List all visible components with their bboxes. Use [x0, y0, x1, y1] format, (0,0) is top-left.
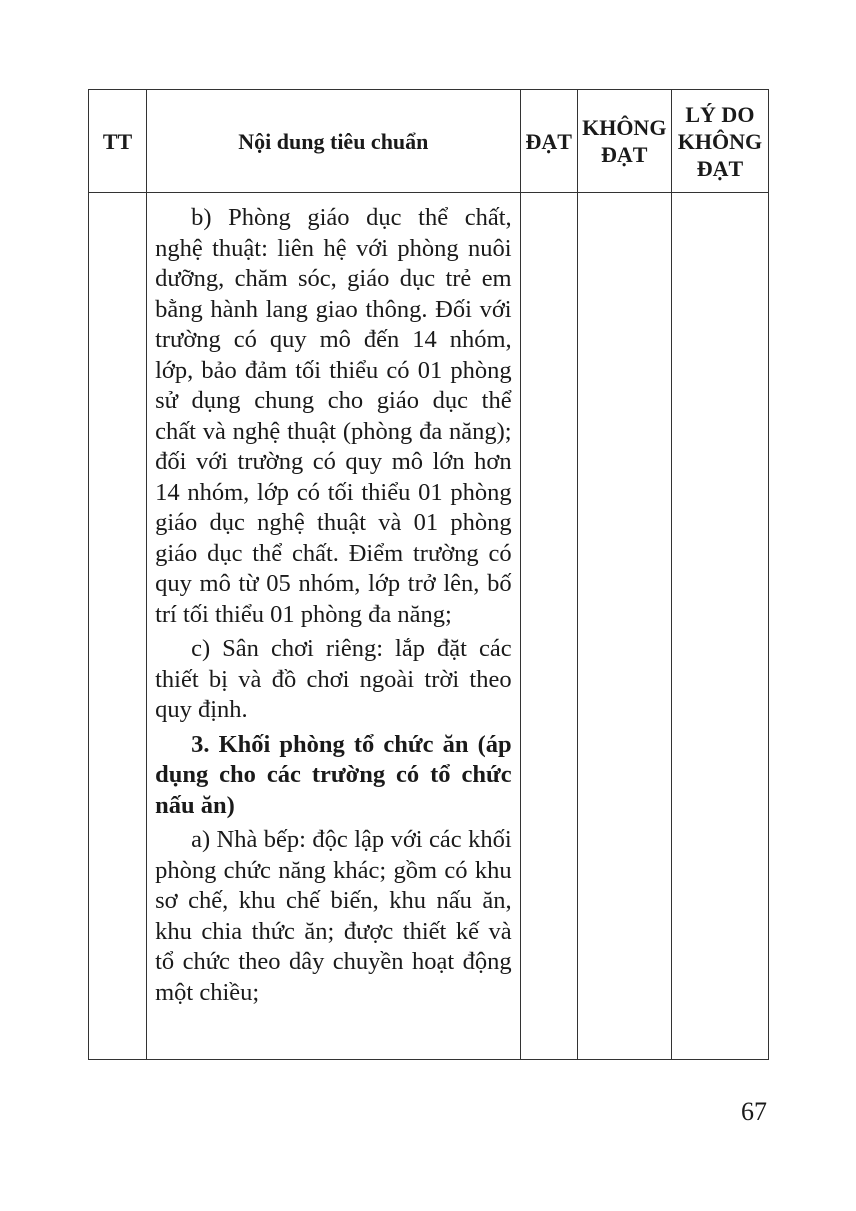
cell-dat — [520, 193, 577, 1060]
table-row — [89, 193, 769, 1060]
header-ly-do — [671, 90, 768, 193]
header-ly-do-line1: LÝ DO — [685, 101, 755, 127]
table-header-row — [89, 90, 769, 193]
paragraph-a: a) Nhà bếp: độc lập với các khối phòng chức năng khác; gồm có khu sơ chế, khu chế biến, khu nấu ăn, khu chia thức ăn; được thiết kế và tổ chức theo dây chuyền hoạt động một chiều; — [155, 826, 512, 1006]
criteria-table — [88, 89, 769, 1060]
header-ly-do-line3: ĐẠT — [696, 155, 744, 181]
paragraph-c: c) Sân chơi riêng: lắp đặt các thiết bị và đồ chơi ngoài trời theo quy định. — [155, 635, 512, 723]
cell-ly-do — [671, 193, 768, 1060]
cell-khong-dat — [577, 193, 671, 1060]
cell-tt — [89, 193, 147, 1060]
header-tt: TT — [89, 90, 147, 193]
section-heading-3: 3. Khối phòng tổ chức ăn (áp dụng cho các trường có tổ chức nấu ăn) — [155, 730, 512, 819]
paragraph-b: b) Phòng giáo dục thể chất, nghệ thuật: liên hệ với phòng nuôi dưỡng, chăm sóc, giáo dục trẻ em bằng hành lang giao thông. Đối với trường có quy mô đến 14 nhóm, lớp, bảo đảm tối thiểu có 01 phòng sử dụng chung cho giáo dục thể chất và nghệ thuật (phòng đa năng); đối với trường có quy mô lớn hơn 14 nhóm, lớp có tối thiểu 01 phòng giáo dục nghệ thuật và 01 phòng giáo dục thể chất. Điểm trường có quy mô từ 05 nhóm, lớp trở lên, bố trí tối thiểu 01 phòng đa năng; — [155, 204, 512, 628]
header-khong-dat-line2: ĐẠT — [601, 142, 648, 167]
header-khong-dat — [577, 90, 671, 193]
header-dat: ĐẠT — [520, 90, 577, 193]
header-ly-do-line2: KHÔNG — [677, 128, 763, 154]
page-number: 67 — [741, 1097, 767, 1126]
header-content: Nội dung tiêu chuẩn — [147, 90, 521, 193]
header-khong-dat-line1: KHÔNG — [582, 115, 667, 140]
cell-content — [147, 193, 521, 1060]
